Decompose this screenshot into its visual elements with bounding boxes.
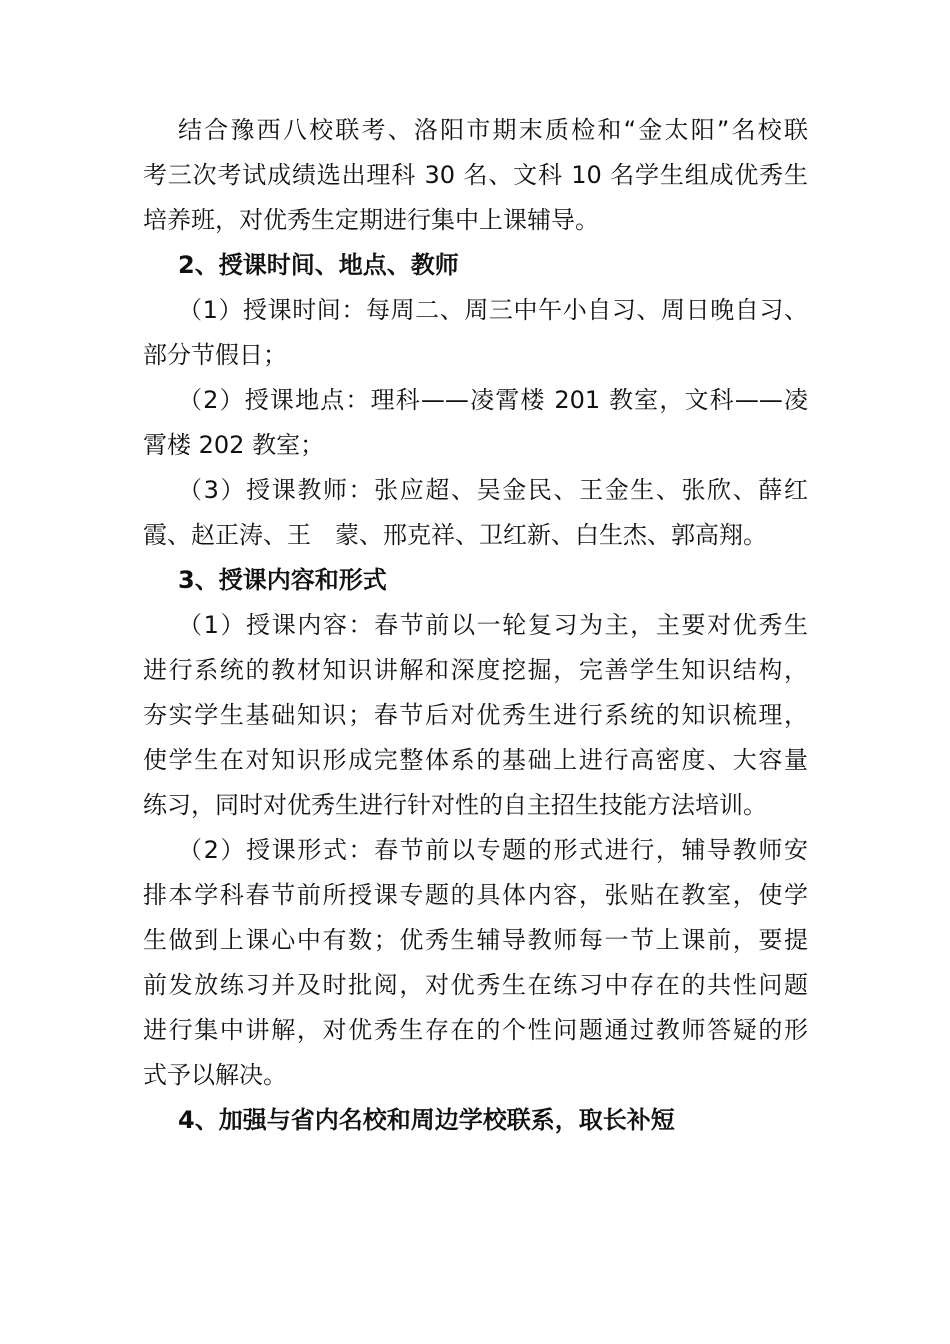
- paragraph-line: （2）授课地点：理科——凌霄楼 201 教室，文科——凌: [178, 386, 808, 414]
- paragraph-line: 培养班，对优秀生定期进行集中上课辅导。: [143, 206, 599, 234]
- paragraph-line: 结合豫西八校联考、洛阳市期末质检和“金太阳”名校联: [178, 116, 808, 144]
- paragraph-line: （2）授课形式：春节前以专题的形式进行，辅导教师安: [178, 836, 808, 864]
- section-heading: 2、授课时间、地点、教师: [178, 251, 459, 279]
- paragraph-line: （1）授课时间：每周二、周三中午小自习、周日晚自习、: [178, 296, 808, 324]
- paragraph-line: 霞、赵正涛、王 蒙、邢克祥、卫红新、白生杰、郭高翔。: [143, 521, 767, 549]
- paragraph-line: 夯实学生基础知识；春节后对优秀生进行系统的知识梳理，: [143, 701, 808, 729]
- section-heading: 4、加强与省内名校和周边学校联系，取长补短: [178, 1106, 675, 1134]
- paragraph-line: 排本学科春节前所授课专题的具体内容，张贴在教室，使学: [143, 881, 808, 909]
- paragraph-line: 霄楼 202 教室；: [143, 431, 325, 459]
- paragraph-line: 使学生在对知识形成完整体系的基础上进行高密度、大容量: [143, 746, 808, 774]
- paragraph-line: 进行系统的教材知识讲解和深度挖掘，完善学生知识结构，: [143, 656, 808, 684]
- paragraph-line: 生做到上课心中有数；优秀生辅导教师每一节上课前，要提: [143, 926, 808, 954]
- paragraph-line: 考三次考试成绩选出理科 30 名、文科 10 名学生组成优秀生: [143, 161, 808, 189]
- paragraph-line: 练习，同时对优秀生进行针对性的自主招生技能方法培训。: [143, 791, 767, 819]
- paragraph-line: （3）授课教师：张应超、吴金民、王金生、张欣、薛红: [178, 476, 808, 504]
- section-heading: 3、授课内容和形式: [178, 566, 387, 594]
- paragraph-line: 式予以解决。: [143, 1061, 287, 1089]
- document-page: [143, 108, 808, 1143]
- paragraph-line: （1）授课内容：春节前以一轮复习为主，主要对优秀生: [178, 611, 808, 639]
- paragraph-line: 部分节假日；: [143, 341, 287, 369]
- paragraph-line: 前发放练习并及时批阅，对优秀生在练习中存在的共性问题: [143, 971, 808, 999]
- paragraph-line: 进行集中讲解，对优秀生存在的个性问题通过教师答疑的形: [143, 1016, 808, 1044]
